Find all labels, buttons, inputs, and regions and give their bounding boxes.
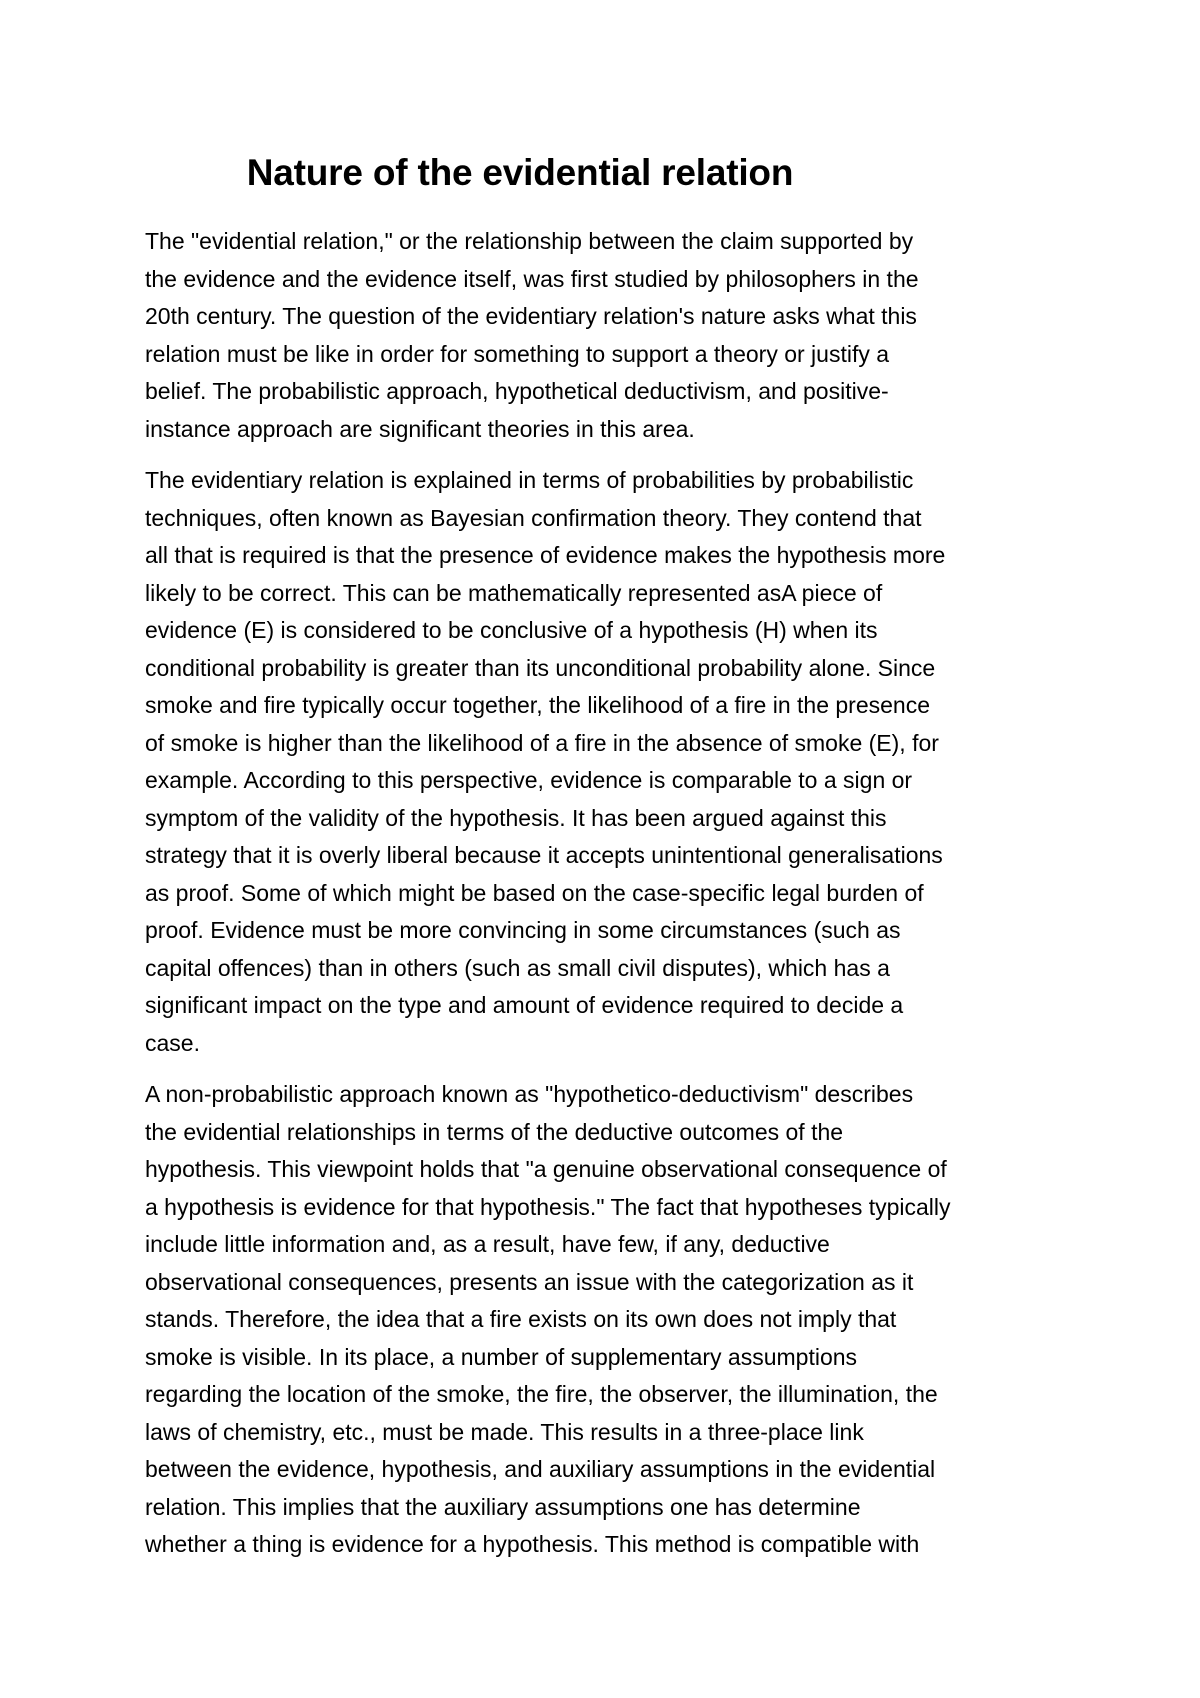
text-line: smoke and fire typically occur together, the likelihood of a fire in the presence [145,692,930,718]
text-line: conditional probability is greater than its unconditional probability alone. Since [145,654,936,681]
text-line: a hypothesis is evidence for that hypothesis." The fact that hypotheses typically [145,1193,951,1220]
text-line: significant impact on the type and amount of evidence required to decide a [145,992,904,1018]
text-line: symptom of the validity of the hypothesis. It has been argued against this [145,804,887,831]
text-line: all that is required is that the presence of evidence makes the hypothesis more [145,542,946,568]
text-line: capital offences) than in others (such as small civil disputes), which has a [145,954,890,981]
text-line: whether a thing is evidence for a hypothesis. This method is compatible with [145,1531,920,1557]
text-line: A non-probabilistic approach known as "hypothetico-deductivism" describes [145,1081,914,1107]
text-line: The "evidential relation," or the relationship between the claim supported by [145,228,914,254]
text-line: case. [145,1029,200,1056]
text-line: of smoke is higher than the likelihood of a fire in the absence of smoke (E), for [145,729,939,756]
text-line: laws of chemistry, etc., must be made. This results in a three-place link [145,1418,864,1445]
text-line: example. According to this perspective, evidence is comparable to a sign or [145,767,913,793]
document-title [0,150,1200,196]
paragraph-3 [145,1076,1065,1564]
text-line: include little information and, as a result, have few, if any, deductive [145,1231,830,1257]
text-line: evidence (E) is considered to be conclusive of a hypothesis (H) when its [145,617,878,643]
text-line: strategy that it is overly liberal because it accepts unintentional generalisations [145,842,943,868]
text-line: the evidence and the evidence itself, was first studied by philosophers in the [145,265,919,292]
text-line: belief. The probabilistic approach, hypothetical deductivism, and positive- [145,378,889,404]
text-line: proof. Evidence must be more convincing in some circumstances (such as [145,917,901,943]
text-line: as proof. Some of which might be based on the case-specific legal burden of [145,879,924,906]
document-title-text: Nature of the evidential relation [246,152,794,193]
text-line: stands. Therefore, the idea that a fire exists on its own does not imply that [145,1306,897,1332]
text-line: the evidential relationships in terms of the deductive outcomes of the [145,1118,844,1145]
text-line: smoke is visible. In its place, a number of supplementary assumptions [145,1343,858,1370]
text-line: techniques, often known as Bayesian confirmation theory. They contend that [145,504,922,531]
paragraph-2 [145,462,1065,1062]
text-line: likely to be correct. This can be mathematically represented asA piece of [145,579,883,606]
document-body [145,223,1065,1578]
text-line: relation must be like in order for something to support a theory or justify a [145,340,890,367]
text-line: relation. This implies that the auxiliary assumptions one has determine [145,1493,861,1520]
text-line: observational consequences, presents an issue with the categorization as it [145,1268,914,1295]
text-line: hypothesis. This viewpoint holds that "a genuine observational consequence of [145,1156,947,1182]
text-line: instance approach are significant theories in this area. [145,415,695,442]
text-line: 20th century. The question of the evidentiary relation's nature asks what this [145,303,917,329]
text-line: regarding the location of the smoke, the fire, the observer, the illumination, the [145,1381,938,1407]
paragraph-1 [145,223,1065,448]
text-line: between the evidence, hypothesis, and auxiliary assumptions in the evidential [145,1456,936,1482]
text-line: The evidentiary relation is explained in terms of probabilities by probabilistic [145,467,914,493]
